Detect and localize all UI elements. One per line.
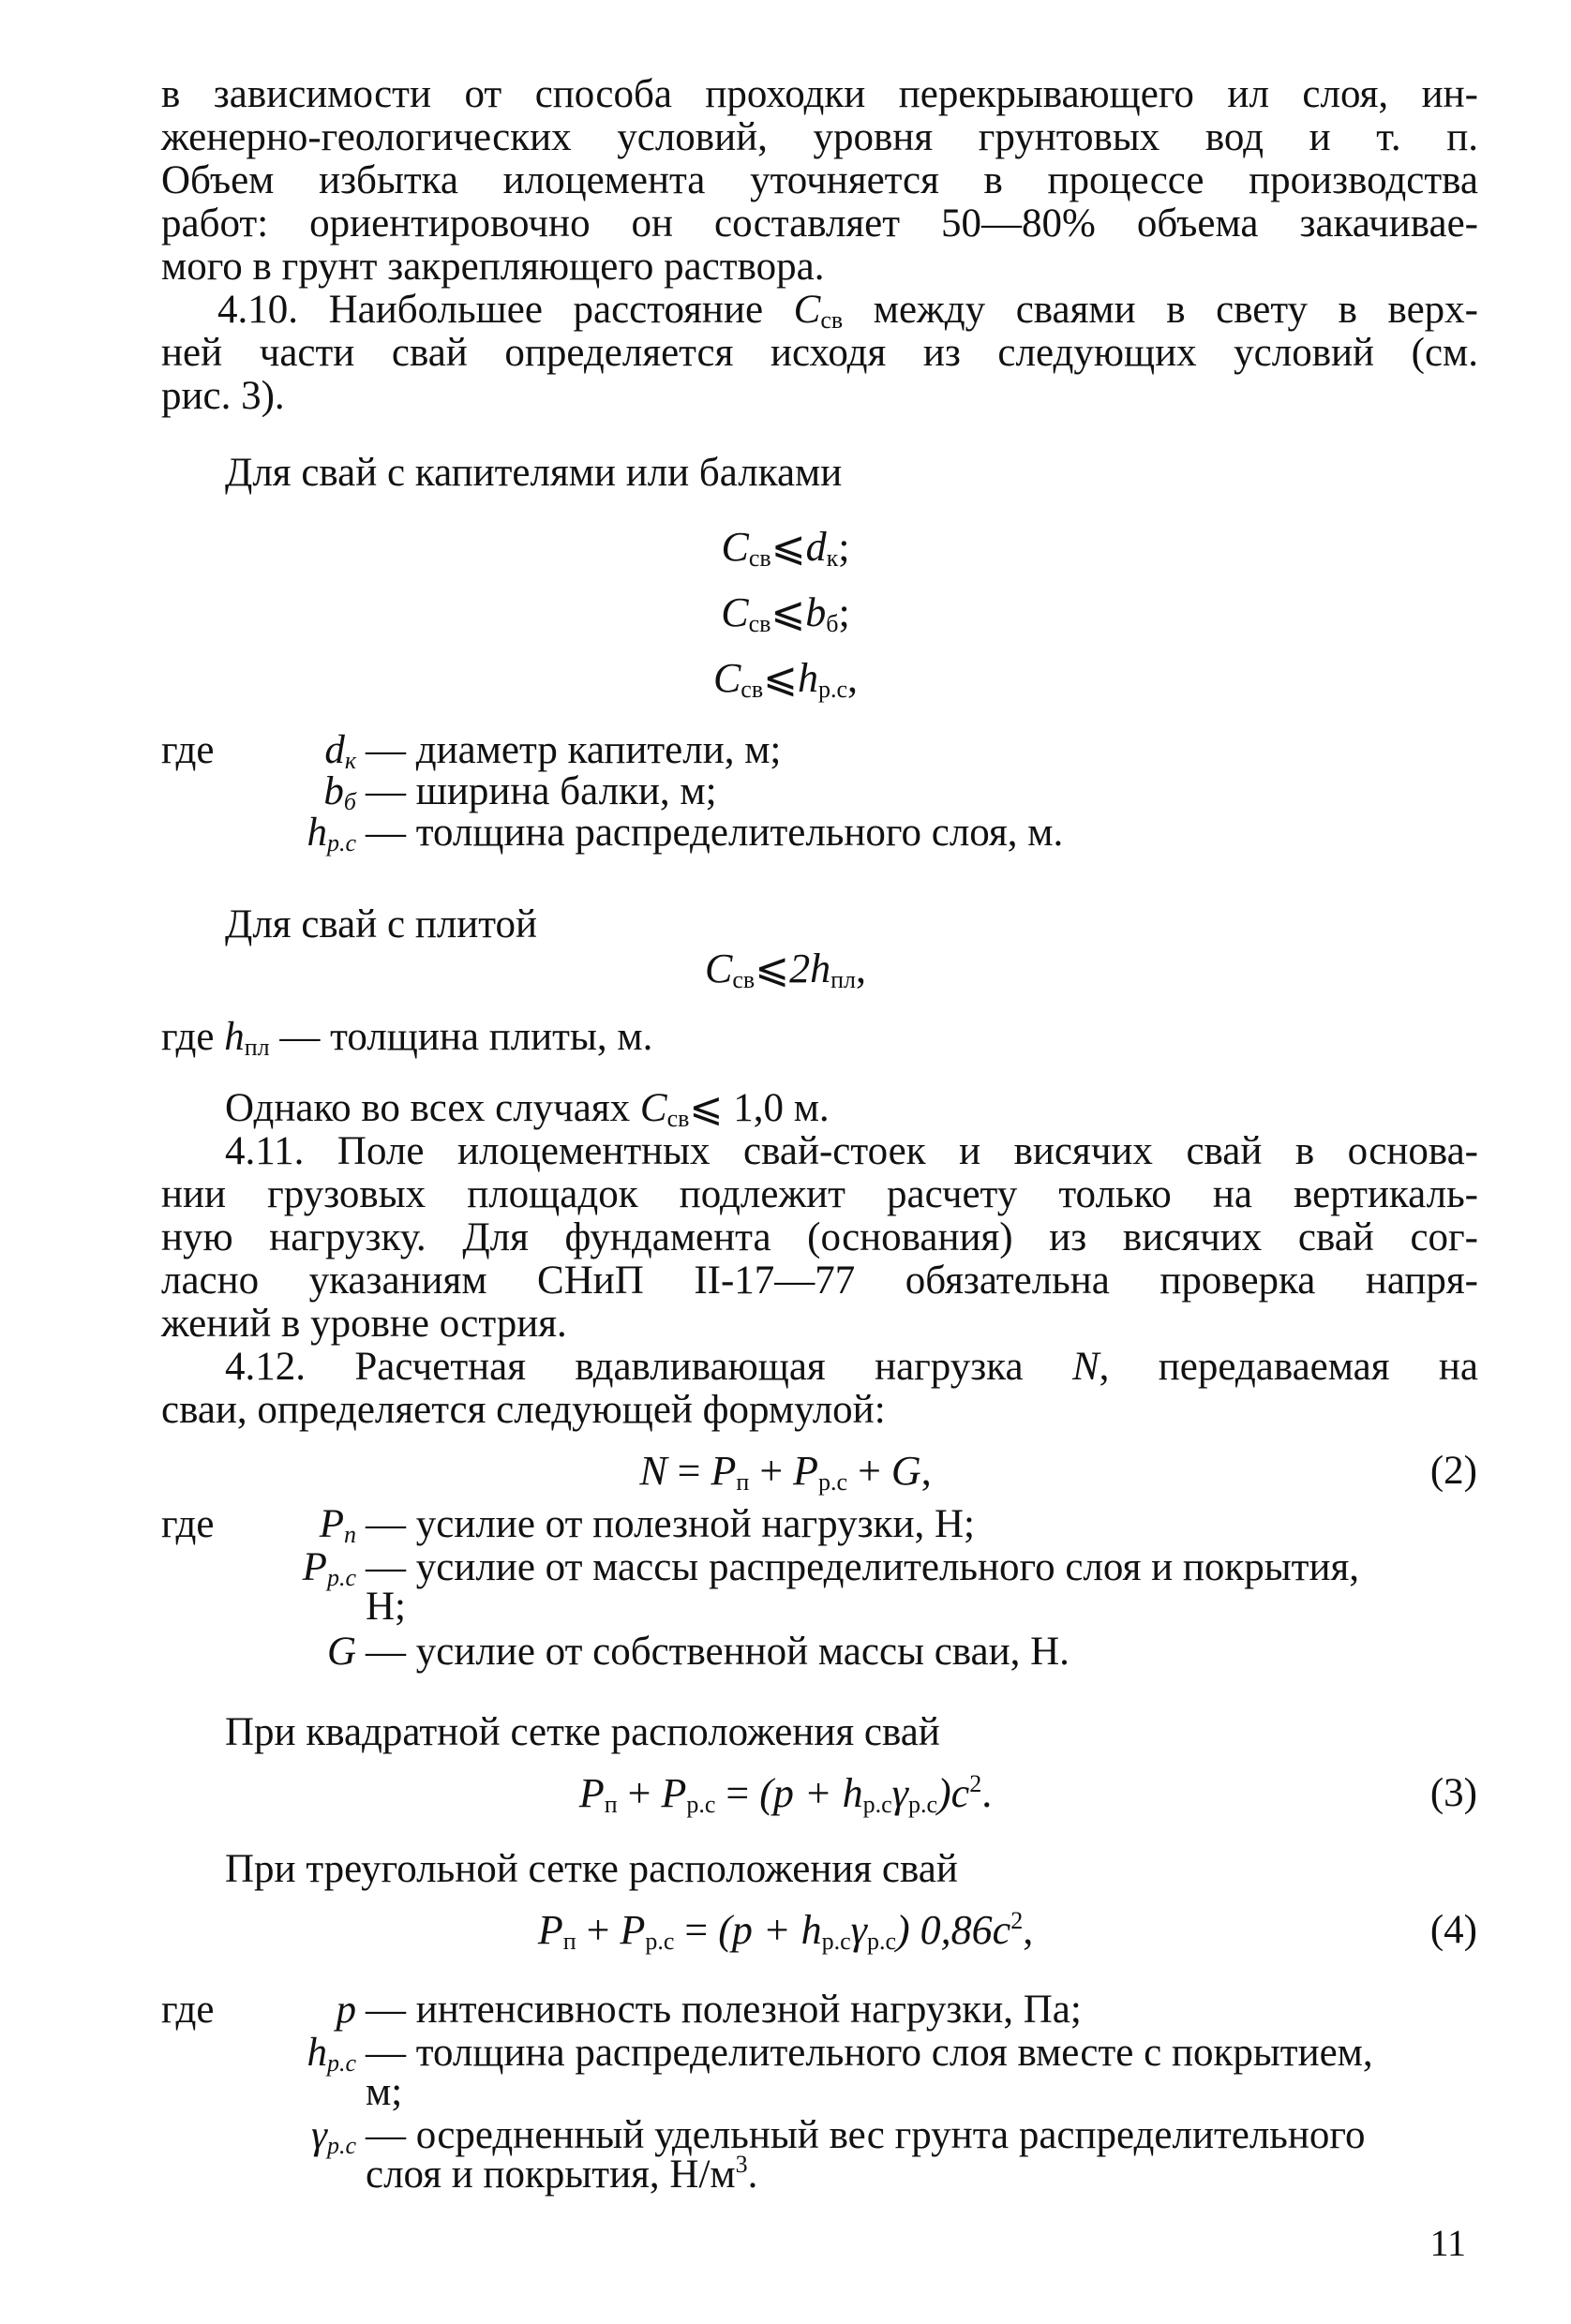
text-line: При треугольной сетке расположения свай xyxy=(225,1847,958,1891)
formula-c-dk: $C_{св}⩽d_к$; xyxy=(721,524,850,572)
slab-definition: где $h_{пл}$ — толщина плиты, м. xyxy=(161,1015,653,1061)
def-text: — усилие от полезной нагрузки, Н; xyxy=(366,1502,975,1546)
text-line: нии грузовых площадок подлежит расчету только на вертикаль- xyxy=(161,1172,1478,1216)
section-4-12-heading: 4.12. Расчетная вдавливающая нагрузка N, передаваемая на xyxy=(225,1345,1478,1389)
where-label: где xyxy=(161,1988,215,2032)
text-line: ней части свай определяется исходя из следующих условий (см. xyxy=(161,331,1478,375)
text-line: Для свай с капителями или балками xyxy=(225,451,843,495)
text-line: в зависимости от способа проходки перекрывающего ил слоя, ин- xyxy=(161,72,1478,116)
text-line: жений в уровне острия. xyxy=(161,1302,567,1346)
def-text: — толщина распределительного слоя, м. xyxy=(366,811,1064,855)
where-label: где xyxy=(161,728,215,772)
page-number: 11 xyxy=(1429,2222,1466,2264)
formula-2: $N = P_п + P_{р.с} + G$, xyxy=(639,1448,932,1496)
text-line: работ: ориентировочно он составляет 50—80% объема закачивае- xyxy=(161,201,1478,246)
def-text: — толщина распределительного слоя вместе с покрытием, xyxy=(366,2031,1373,2075)
def-symbol: $b_б$ xyxy=(323,769,356,815)
equation-number: (2) xyxy=(1429,1449,1477,1493)
def-symbol: p xyxy=(336,1988,356,2032)
def-text: — диаметр капители, м; xyxy=(366,728,782,772)
all-cases-line: Однако во всех случаях $C_{св}⩽$ 1,0 м. xyxy=(225,1086,830,1132)
def-text-cont: слоя и покрытия, $Н/м^3$. xyxy=(366,2151,758,2197)
formula-c-bb: $C_{св}⩽b_б$; xyxy=(721,589,850,637)
text-line: ную нагрузку. Для фундамента (основания) из висячих свай сог- xyxy=(161,1215,1478,1259)
text-line: ласно указаниям СНиП II-17—77 обязательна проверка напря- xyxy=(161,1259,1478,1303)
formula-c-2hpl: $C_{св}⩽2h_{пл}$, xyxy=(705,946,866,993)
text-line: мого в грунт закрепляющего раствора. xyxy=(161,245,825,289)
formula-4: $P_п + P_{р.с} = (p + h_{р.с}\gamma_{р.с})$ $0,86c^2$, xyxy=(537,1907,1034,1955)
def-text-cont: м; xyxy=(366,2070,403,2114)
def-symbol: $h_{р.с}$ xyxy=(307,811,356,857)
section-4-10-heading: 4.10. Наибольшее расстояние $C_{св}$ между сваями в свету в верх- xyxy=(217,288,1478,334)
def-text: — усилие от массы распределительного слоя и покрытия, xyxy=(366,1545,1359,1589)
where-label: где xyxy=(161,1502,215,1546)
def-text: — осредненный удельный вес грунта распределительного xyxy=(366,2113,1366,2157)
equation-number: (3) xyxy=(1429,1771,1477,1815)
def-text: — усилие от собственной массы сваи, Н. xyxy=(366,1630,1070,1674)
text-line: 4.11. Поле илоцементных свай-стоек и висячих свай в основа- xyxy=(225,1129,1478,1173)
def-symbol: G xyxy=(326,1630,356,1674)
def-text: — ширина балки, м; xyxy=(366,769,717,813)
def-symbol: $\gamma_{р.с}$ xyxy=(311,2113,356,2159)
text-line: рис. 3). xyxy=(161,374,285,418)
text-line: При квадратной сетке расположения свай xyxy=(225,1710,940,1754)
def-symbol: $d_к$ xyxy=(324,728,356,774)
text-line: Объем избытка илоцемента уточняется в процессе производства xyxy=(161,158,1478,202)
equation-number: (4) xyxy=(1429,1908,1477,1952)
def-symbol: $h_{р.с}$ xyxy=(307,2031,356,2077)
def-text: — интенсивность полезной нагрузки, Па; xyxy=(366,1988,1082,2032)
text-line: женерно-геологических условий, уровня грунтовых вод и т. п. xyxy=(161,115,1478,159)
text-line: сваи, определяется следующей формулой: xyxy=(161,1388,886,1432)
def-text-cont: Н; xyxy=(366,1585,406,1629)
def-symbol: $P_п$ xyxy=(319,1502,356,1548)
formula-c-hrs: $C_{св}⩽h_{р.с}$, xyxy=(712,655,859,703)
formula-3: $P_п + P_{р.с} = (p + h_{р.с}\gamma_{р.с})c^2$. xyxy=(578,1770,993,1818)
def-symbol: $P_{р.с}$ xyxy=(302,1545,356,1591)
text-line: Для свай с плитой xyxy=(225,902,538,946)
